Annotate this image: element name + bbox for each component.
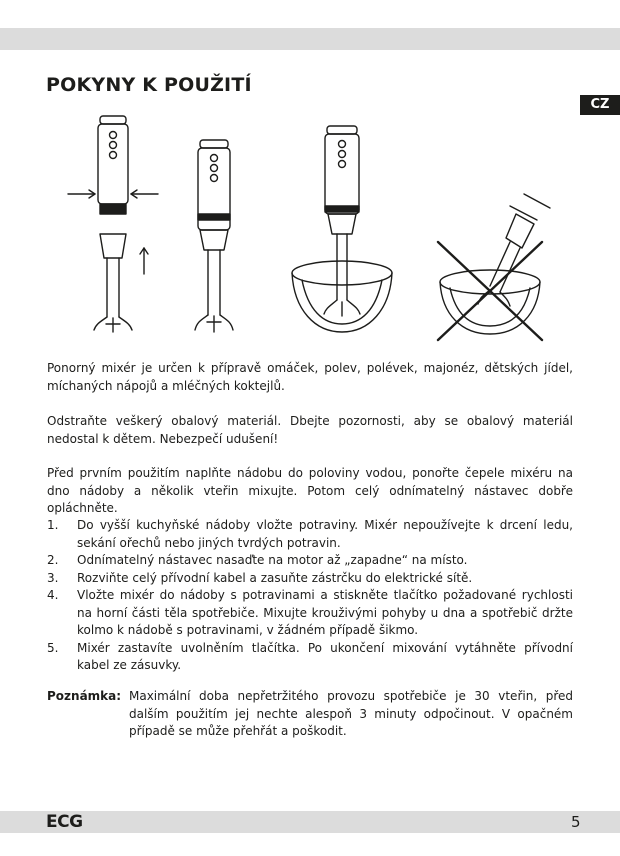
note-text: Maximální doba nepřetržitého provozu spotřebiče je 30 vteřin, před dalším použitím jej nechte alespoň 3 minuty odpočinout. V opačném případě se může přehřát a poškodit. bbox=[129, 689, 573, 738]
list-item bbox=[47, 517, 573, 552]
list-item bbox=[47, 587, 573, 640]
packaging-warning-paragraph: Odstraňte veškerý obalový materiál. Dbejte pozornosti, aby se obalový materiál nedostal k dětem. Nebezpečí udušení! bbox=[47, 414, 573, 446]
step-number: 4. bbox=[47, 588, 59, 602]
note-block bbox=[47, 688, 573, 741]
blender-tilted-crossed-out-icon bbox=[438, 194, 550, 340]
instruction-steps bbox=[47, 517, 573, 675]
step-text: Do vyšší kuchyňské nádoby vložte potraviny. Mixér nepoužívejte k drcení ledu, sekání ořechů nebo jiných tvrdých potravin. bbox=[77, 518, 573, 550]
page-number: 5 bbox=[571, 813, 581, 831]
list-item bbox=[47, 552, 573, 570]
blender-in-bowl-icon bbox=[292, 126, 392, 332]
top-bar bbox=[0, 28, 620, 50]
step-text: Odnímatelný nástavec nasaďte na motor až „zapadne“ na místo. bbox=[77, 553, 468, 567]
step-number: 5. bbox=[47, 640, 59, 655]
footer-bar bbox=[0, 811, 620, 833]
usage-illustration bbox=[40, 110, 580, 350]
step-text: Rozviňte celý přívodní kabel a zasuňte zástrčku do elektrické sítě. bbox=[77, 570, 473, 585]
first-use-paragraph: Před prvním použitím naplňte nádobu do poloviny vodou, ponořte čepele mixéru na dno nádoby a několik vteřin mixujte. Potom celý odnímatelný nástavec dobře opláchněte. bbox=[47, 466, 573, 515]
step-number: 1. bbox=[47, 518, 59, 532]
blender-assembled-icon bbox=[195, 140, 233, 332]
note-label: Poznámka: bbox=[47, 689, 122, 703]
list-item bbox=[47, 570, 573, 588]
step-number: 3. bbox=[47, 570, 59, 585]
step-text: Vložte mixér do nádoby s potravinami a stiskněte tlačítko požadované rychlosti na horní části těla spotřebiče. Mixujte krouživými pohyby u dna a spotřebič držte kolmo k nádobě s potravinami, v žádném případě šikmo. bbox=[77, 588, 573, 637]
intro-paragraph: Ponorný mixér je určen k přípravě omáček, polev, polévek, majonéz, dětských jídel, míchaných nápojů a mléčných koktejlů. bbox=[47, 361, 573, 393]
blender-disassembly-icon bbox=[68, 116, 158, 332]
page-title: POKYNY K POUŽITÍ bbox=[46, 74, 252, 96]
list-item bbox=[47, 640, 573, 675]
step-text: Mixér zastavíte uvolněním tlačítka. Po ukončení mixování vytáhněte přívodní kabel ze zásuvky. bbox=[77, 640, 573, 672]
step-number: 2. bbox=[47, 553, 59, 567]
brand-logo: ECG bbox=[46, 812, 83, 832]
language-badge: CZ bbox=[580, 95, 620, 115]
